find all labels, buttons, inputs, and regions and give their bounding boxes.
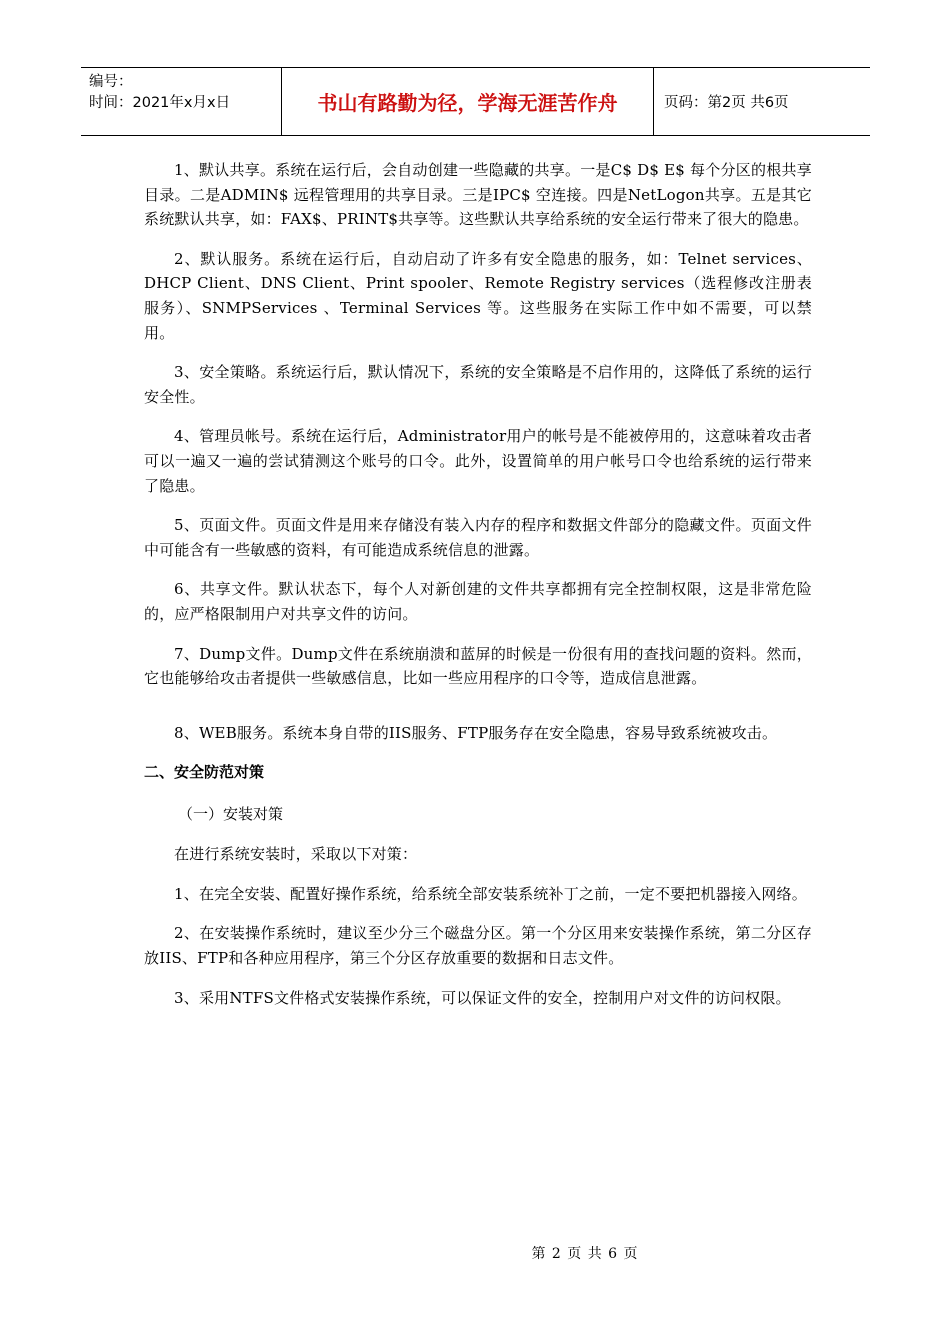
header-page-info: 页码：第2页 共6页 [664,95,789,111]
paragraph-shared-files: 6、共享文件。默认状态下，每个人对新创建的文件共享都拥有完全控制权限，这是非常危险的，应严格限制用户对共享文件的访问。 [144,580,812,623]
document-body [144,158,812,1025]
measure-item: 3、采用NTFS文件格式安装操作系统，可以保证文件的安全，控制用户对文件的访问权限。 [174,988,791,1007]
header-time-label: 时间：2021年x月x日 [89,95,231,111]
paragraph-default-services: 2、默认服务。系统在运行后，自动启动了许多有安全隐患的服务，如：Telnet services、DHCP Client、DNS Client、Print spooler、Remote Registry services（选程修改注册表服务）、SNMPServices 、Terminal Services 等。这些服务在实际工作中如不需要，可以禁用。 [144,249,812,342]
measure-item: 2、在安装操作系统时，建议至少分三个磁盘分区。第一个分区用来安装操作系统，第二分区存放IIS、FTP和各种应用程序，第三个分区存放重要的数据和日志文件。 [144,924,812,968]
subsection-title: （一）安装对策 [178,805,284,824]
page-header [81,67,870,136]
paragraph-security-policy: 3、安全策略。系统运行后，默认情况下，系统的安全策略是不启作用的，这降低了系统的运行安全性。 [144,363,812,406]
measure-item: 1、在完全安装、配置好操作系统，给系统全部安装系统补丁之前，一定不要把机器接入网络。 [174,884,807,903]
paragraph-page-file: 5、页面文件。页面文件是用来存储没有装入内存的程序和数据文件部分的隐藏文件。页面文件中可能含有一些敏感的资料，有可能造成系统信息的泄露。 [144,516,812,559]
paragraph-dump-file: 7、Dump文件。Dump文件在系统崩溃和蓝屏的时候是一份很有用的查找问题的资料。然而，它也能够给攻击者提供一些敏感信息，比如一些应用程序的口令等，造成信息泄露。 [144,644,812,688]
paragraph-intro: 在进行系统安装时，采取以下对策： [174,845,418,864]
paragraph-default-shares: 1、默认共享。系统在运行后，会自动创建一些隐藏的共享。一是C$ D$ E$ 每个分区的根共享目录。二是ADMIN$ 远程管理用的共享目录。三是IPC$ 空连接。四是NetLogon共享。五是其它系统默认共享，如：FAX$、PRINT$共享等。这些默认共享给系统的安全运行带来了很大的隐患。 [144,161,812,229]
header-motto: 书山有路勤为径，学海无涯苦作舟 [282,68,654,135]
section-title: 二、安全防范对策 [144,763,265,782]
page-footer: 第 2 页 共 6 页 [531,1246,639,1262]
paragraph-admin-account: 4、管理员帐号。系统在运行后，Administrator用户的帐号是不能被停用的，这意味着攻击者可以一遍又一遍的尝试猜测这个账号的口令。此外，设置简单的用户帐号口令也给系统的运行带来了隐患。 [144,427,812,495]
header-number-label: 编号： [89,74,133,90]
header-meta [81,68,282,135]
paragraph-web-service: 8、WEB服务。系统本身自带的IIS服务、FTP服务存在安全隐患，容易导致系统被攻击。 [174,723,778,742]
